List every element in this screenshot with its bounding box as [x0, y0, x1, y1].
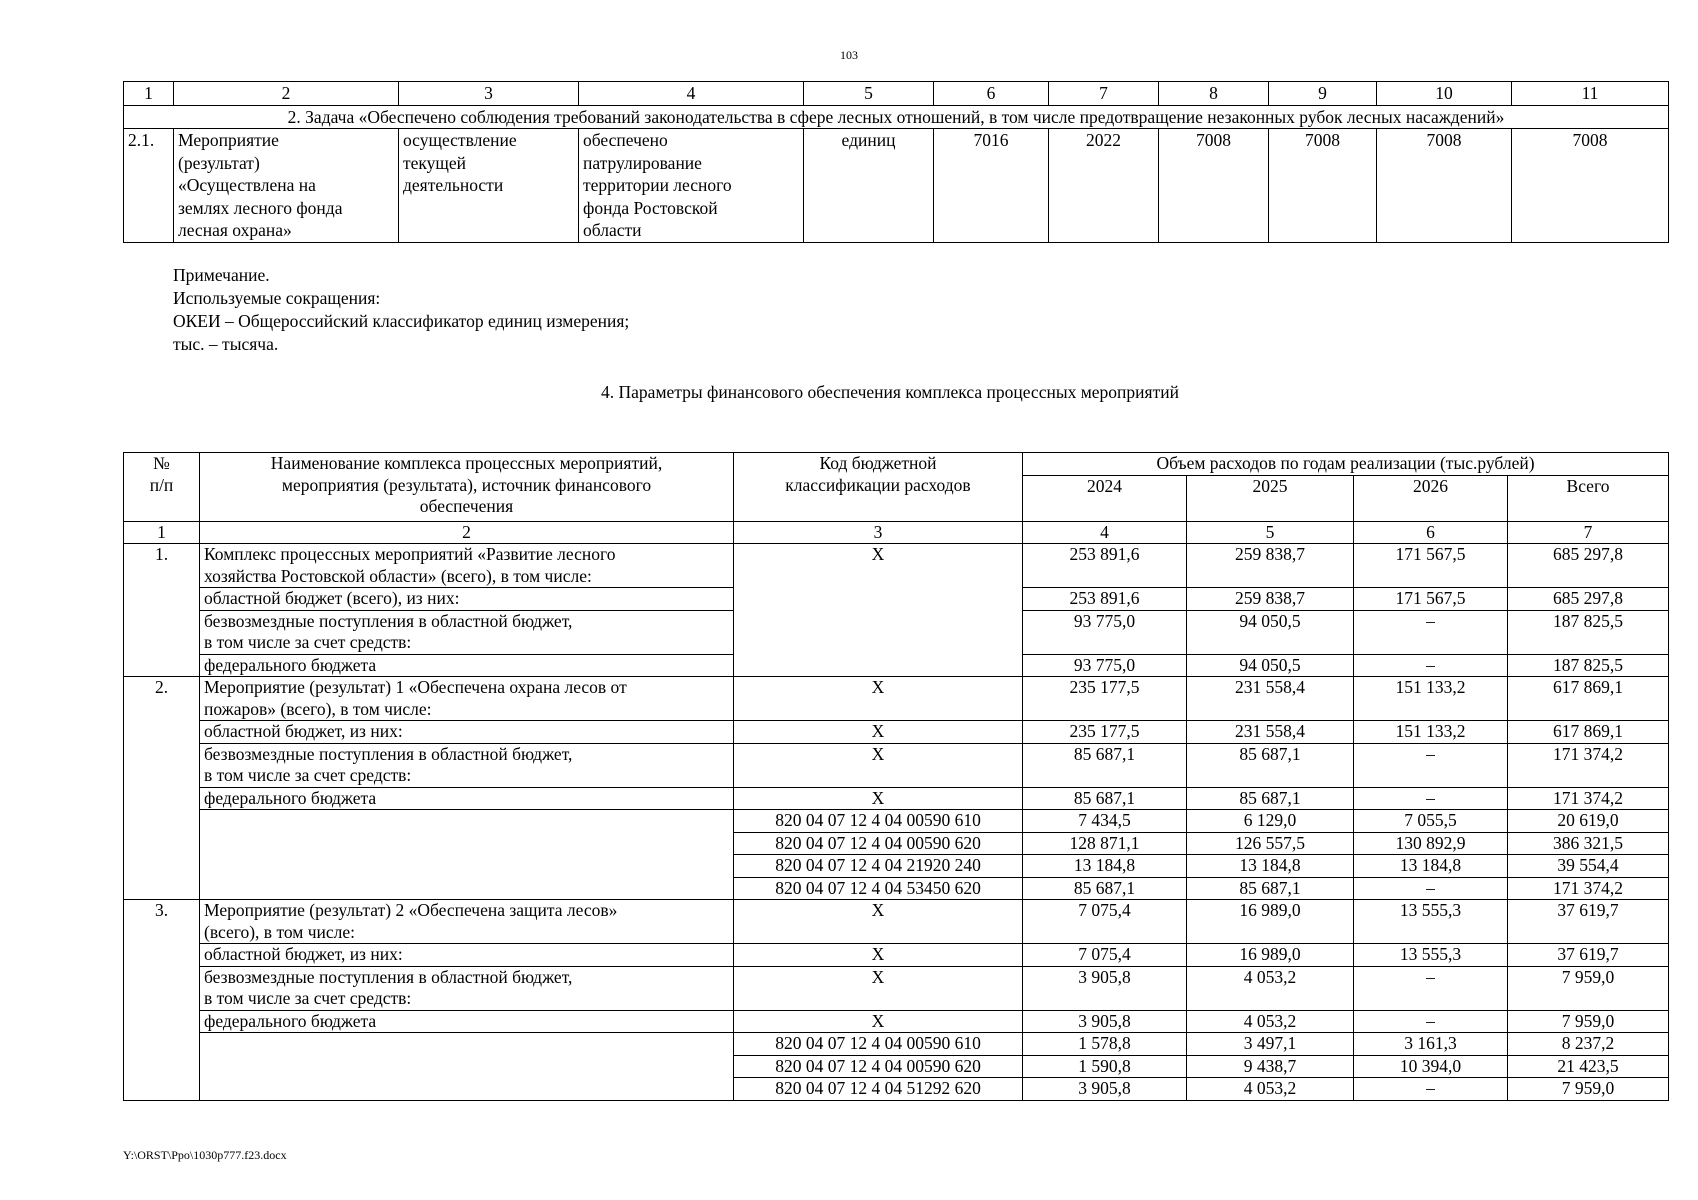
- code-cell: 820 04 07 12 4 04 51292 620: [734, 1078, 1023, 1101]
- value-cell: 126 557,5: [1187, 832, 1354, 855]
- col-num: 2: [174, 82, 399, 106]
- table-row: [124, 1010, 1669, 1033]
- text-line: в том числе за счет средств:: [204, 632, 412, 652]
- table-row: [124, 1033, 1669, 1056]
- text-line: Мероприятие (результат) 1 «Обеспечена охрана лесов от: [204, 677, 627, 697]
- row-number: 1.: [124, 544, 200, 677]
- notes-title: Примечание.: [173, 265, 270, 285]
- text-line: деятельности: [403, 175, 504, 195]
- code-cell: X: [734, 944, 1023, 967]
- column-number-row: [124, 82, 1669, 106]
- value-cell: 617 869,1: [1508, 677, 1669, 721]
- code-cell: 820 04 07 12 4 04 00590 610: [734, 1033, 1023, 1056]
- value-cell: 4 053,2: [1187, 966, 1354, 1010]
- value-cell: 171 567,5: [1354, 544, 1508, 588]
- col-num: 6: [934, 82, 1049, 106]
- value-cell: 10 394,0: [1354, 1055, 1508, 1078]
- col-num: 10: [1377, 82, 1512, 106]
- value-cell: 7008: [1159, 129, 1269, 243]
- text-line: (всего), в том числе:: [204, 921, 356, 942]
- header-num: [124, 453, 200, 522]
- value-cell: 1 578,8: [1023, 1033, 1187, 1056]
- code-cell: X: [734, 900, 1023, 944]
- abbreviation-okei: ОКЕИ – Общероссийский классификатор единиц измерения;: [173, 311, 630, 331]
- value-cell: 253 891,6: [1023, 544, 1187, 588]
- row-name: областной бюджет, из них:: [200, 721, 734, 744]
- value-cell: –: [1354, 966, 1508, 1010]
- value-cell: –: [1354, 1078, 1508, 1101]
- notes: [173, 264, 629, 356]
- col-num: 7: [1049, 82, 1159, 106]
- unit: единиц: [804, 129, 934, 243]
- code-cell: X: [734, 677, 1023, 721]
- header-total: Всего: [1508, 475, 1669, 521]
- value-cell: 7 055,5: [1354, 810, 1508, 833]
- code-cell: X: [734, 544, 1023, 677]
- col-num: 5: [804, 82, 934, 106]
- table-row: [124, 721, 1669, 744]
- value-cell: 3 905,8: [1023, 1010, 1187, 1033]
- text-line: Комплекс процессных мероприятий «Развитие лесного: [204, 544, 616, 564]
- value-cell: 3 161,3: [1354, 1033, 1508, 1056]
- value-cell: 85 687,1: [1187, 743, 1354, 787]
- value-cell: 21 423,5: [1508, 1055, 1669, 1078]
- value-cell: 7 959,0: [1508, 1078, 1669, 1101]
- header-year: 2026: [1354, 475, 1508, 521]
- code-cell: X: [734, 1010, 1023, 1033]
- value-cell: 85 687,1: [1023, 743, 1187, 787]
- value-cell: 187 825,5: [1508, 610, 1669, 654]
- value-cell: –: [1354, 877, 1508, 900]
- text-line: области: [583, 220, 642, 240]
- task-row: [124, 105, 1669, 129]
- text-line: фонда Ростовской: [583, 197, 718, 218]
- value-cell: 171 374,2: [1508, 743, 1669, 787]
- text-line: землях лесного фонда: [178, 197, 343, 218]
- indicators-table: [123, 81, 1669, 243]
- text-line: «Осуществлена на: [178, 175, 316, 195]
- text-line: мероприятия (результата), источник финансового: [281, 474, 652, 495]
- value-cell: 7 075,4: [1023, 900, 1187, 944]
- header-volume: Объем расходов по годам реализации (тыс.рублей): [1023, 453, 1669, 476]
- row-name: федерального бюджета: [200, 787, 734, 810]
- text-line: лесная охрана»: [178, 220, 292, 240]
- text-line: (результат): [178, 152, 260, 173]
- value-cell: 85 687,1: [1023, 787, 1187, 810]
- table-row: [124, 966, 1669, 1010]
- row-number: 2.: [124, 677, 200, 900]
- header-year: 2025: [1187, 475, 1354, 521]
- value-cell: 13 555,3: [1354, 900, 1508, 944]
- abbreviation-tys: тыс. – тысяча.: [173, 334, 279, 354]
- value-cell: 1 590,8: [1023, 1055, 1187, 1078]
- value-cell: –: [1354, 1010, 1508, 1033]
- value-cell: 37 619,7: [1508, 944, 1669, 967]
- text-line: Код бюджетной: [819, 453, 937, 473]
- row-name: федерального бюджета: [200, 1010, 734, 1033]
- value-cell: 685 297,8: [1508, 544, 1669, 588]
- text-line: обеспечено: [583, 130, 668, 150]
- financing-table: [123, 452, 1669, 1101]
- col-num: 11: [1512, 82, 1669, 106]
- value-cell: 7016: [934, 129, 1049, 243]
- code-cell: 820 04 07 12 4 04 21920 240: [734, 855, 1023, 878]
- row-name: [200, 544, 734, 588]
- value-cell: 9 438,7: [1187, 1055, 1354, 1078]
- text-line: Мероприятие: [178, 130, 279, 150]
- value-cell: 93 775,0: [1023, 654, 1187, 677]
- measure-characteristic: [579, 129, 804, 243]
- value-cell: 16 989,0: [1187, 944, 1354, 967]
- value-cell: –: [1354, 787, 1508, 810]
- col-num: 5: [1187, 521, 1354, 544]
- value-cell: 128 871,1: [1023, 832, 1187, 855]
- value-cell: 7008: [1377, 129, 1512, 243]
- code-cell: X: [734, 787, 1023, 810]
- value-cell: 85 687,1: [1187, 787, 1354, 810]
- value-cell: 93 775,0: [1023, 610, 1187, 654]
- value-cell: 7 075,4: [1023, 944, 1187, 967]
- code-cell: 820 04 07 12 4 04 00590 620: [734, 832, 1023, 855]
- value-cell: 231 558,4: [1187, 677, 1354, 721]
- row-name: федерального бюджета: [200, 654, 734, 677]
- col-num: 3: [399, 82, 579, 106]
- col-num: 3: [734, 521, 1023, 544]
- col-num: 1: [124, 521, 200, 544]
- code-cell: X: [734, 743, 1023, 787]
- row-name: [200, 900, 734, 944]
- header-year: 2024: [1023, 475, 1187, 521]
- text-line: осуществление: [403, 130, 517, 150]
- row-name: [200, 743, 734, 787]
- code-cell: 820 04 07 12 4 04 00590 620: [734, 1055, 1023, 1078]
- value-cell: 7008: [1512, 129, 1669, 243]
- table-row: [124, 787, 1669, 810]
- table-row: [124, 544, 1669, 588]
- value-cell: 94 050,5: [1187, 654, 1354, 677]
- row-name: [200, 677, 734, 721]
- value-cell: 37 619,7: [1508, 900, 1669, 944]
- row-name: [200, 610, 734, 654]
- section-title: 4. Параметры финансового обеспечения комплекса процессных мероприятий: [601, 382, 1179, 402]
- col-num: 9: [1269, 82, 1377, 106]
- value-cell: –: [1354, 743, 1508, 787]
- value-cell: 187 825,5: [1508, 654, 1669, 677]
- value-cell: 171 374,2: [1508, 787, 1669, 810]
- value-cell: 7 434,5: [1023, 810, 1187, 833]
- value-cell: 16 989,0: [1187, 900, 1354, 944]
- text-line: патрулирование: [583, 152, 702, 173]
- footer-file-path: Y:\ORST\Ppo\1030p777.f23.docx: [123, 1148, 287, 1162]
- value-cell: 7 959,0: [1508, 966, 1669, 1010]
- table-row: [124, 677, 1669, 721]
- value-cell: 8 237,2: [1508, 1033, 1669, 1056]
- value-cell: 151 133,2: [1354, 721, 1508, 744]
- text-line: п/п: [149, 474, 174, 495]
- col-num: 1: [124, 82, 174, 106]
- value-cell: 13 184,8: [1187, 855, 1354, 878]
- measure-name: [174, 129, 399, 243]
- value-cell: 4 053,2: [1187, 1010, 1354, 1033]
- value-cell: 2022: [1049, 129, 1159, 243]
- column-number-row: [124, 521, 1669, 544]
- value-cell: –: [1354, 610, 1508, 654]
- row-number: 3.: [124, 900, 200, 1101]
- code-cell: X: [734, 721, 1023, 744]
- table-row: [124, 810, 1669, 833]
- value-cell: 13 184,8: [1023, 855, 1187, 878]
- abbreviations-title: Используемые сокращения:: [173, 288, 381, 308]
- value-cell: 7 959,0: [1508, 1010, 1669, 1033]
- code-cell: 820 04 07 12 4 04 53450 620: [734, 877, 1023, 900]
- col-num: 7: [1508, 521, 1669, 544]
- col-num: 4: [1023, 521, 1187, 544]
- value-cell: 253 891,6: [1023, 588, 1187, 611]
- text-line: территории лесного: [583, 175, 732, 195]
- text-line: безвозмездные поступления в областной бюджет,: [204, 610, 573, 631]
- row-name: [200, 966, 734, 1010]
- value-cell: 85 687,1: [1187, 877, 1354, 900]
- value-cell: 235 177,5: [1023, 677, 1187, 721]
- col-num: 2: [200, 521, 734, 544]
- value-cell: 130 892,9: [1354, 832, 1508, 855]
- value-cell: 259 838,7: [1187, 588, 1354, 611]
- text-line: Наименование комплекса процессных мероприятий,: [270, 453, 663, 473]
- value-cell: 617 869,1: [1508, 721, 1669, 744]
- col-num: 4: [579, 82, 804, 106]
- col-num: 6: [1354, 521, 1508, 544]
- page-number: 103: [840, 48, 858, 62]
- value-cell: 85 687,1: [1023, 877, 1187, 900]
- text-line: в том числе за счет средств:: [204, 765, 412, 785]
- code-cell: 820 04 07 12 4 04 00590 610: [734, 810, 1023, 833]
- value-cell: 3 905,8: [1023, 966, 1187, 1010]
- text-line: текущей: [403, 152, 467, 173]
- text-line: обеспечения: [419, 496, 514, 516]
- row-number: 2.1.: [124, 129, 174, 243]
- value-cell: 13 555,3: [1354, 944, 1508, 967]
- text-line: в том числе за счет средств:: [204, 988, 412, 1008]
- value-cell: 39 554,4: [1508, 855, 1669, 878]
- text-line: безвозмездные поступления в областной бюджет,: [204, 966, 573, 987]
- value-cell: 386 321,5: [1508, 832, 1669, 855]
- text-line: №: [153, 453, 170, 473]
- value-cell: 7008: [1269, 129, 1377, 243]
- code-cell: X: [734, 966, 1023, 1010]
- value-cell: 151 133,2: [1354, 677, 1508, 721]
- value-cell: 20 619,0: [1508, 810, 1669, 833]
- row-name-empty: [200, 810, 734, 900]
- header-name: [200, 453, 734, 522]
- header-code: [734, 453, 1023, 522]
- table-row: [124, 900, 1669, 944]
- value-cell: 6 129,0: [1187, 810, 1354, 833]
- text-line: классификации расходов: [785, 474, 971, 495]
- row-name-empty: [200, 1033, 734, 1101]
- header-row: [124, 453, 1669, 476]
- value-cell: 235 177,5: [1023, 721, 1187, 744]
- col-num: 8: [1159, 82, 1269, 106]
- table-row: [124, 129, 1669, 243]
- value-cell: 13 184,8: [1354, 855, 1508, 878]
- row-name: областной бюджет (всего), из них:: [200, 588, 734, 611]
- text-line: Мероприятие (результат) 2 «Обеспечена защита лесов»: [204, 900, 618, 920]
- value-cell: 685 297,8: [1508, 588, 1669, 611]
- value-cell: 171 567,5: [1354, 588, 1508, 611]
- task-title: 2. Задача «Обеспечено соблюдения требований законодательства в сфере лесных отношений, в том числе предотвращение незаконных рубок лесных насаждений»: [124, 105, 1669, 129]
- table-row: [124, 944, 1669, 967]
- value-cell: 259 838,7: [1187, 544, 1354, 588]
- text-line: хозяйства Ростовской области» (всего), в том числе:: [204, 565, 592, 586]
- value-cell: 4 053,2: [1187, 1078, 1354, 1101]
- table-row: [124, 743, 1669, 787]
- value-cell: 231 558,4: [1187, 721, 1354, 744]
- row-name: областной бюджет, из них:: [200, 944, 734, 967]
- value-cell: 94 050,5: [1187, 610, 1354, 654]
- text-line: безвозмездные поступления в областной бюджет,: [204, 743, 573, 764]
- text-line: пожаров» (всего), в том числе:: [204, 698, 432, 719]
- value-cell: 3 497,1: [1187, 1033, 1354, 1056]
- measure-type: [399, 129, 579, 243]
- value-cell: 171 374,2: [1508, 877, 1669, 900]
- value-cell: 3 905,8: [1023, 1078, 1187, 1101]
- value-cell: –: [1354, 654, 1508, 677]
